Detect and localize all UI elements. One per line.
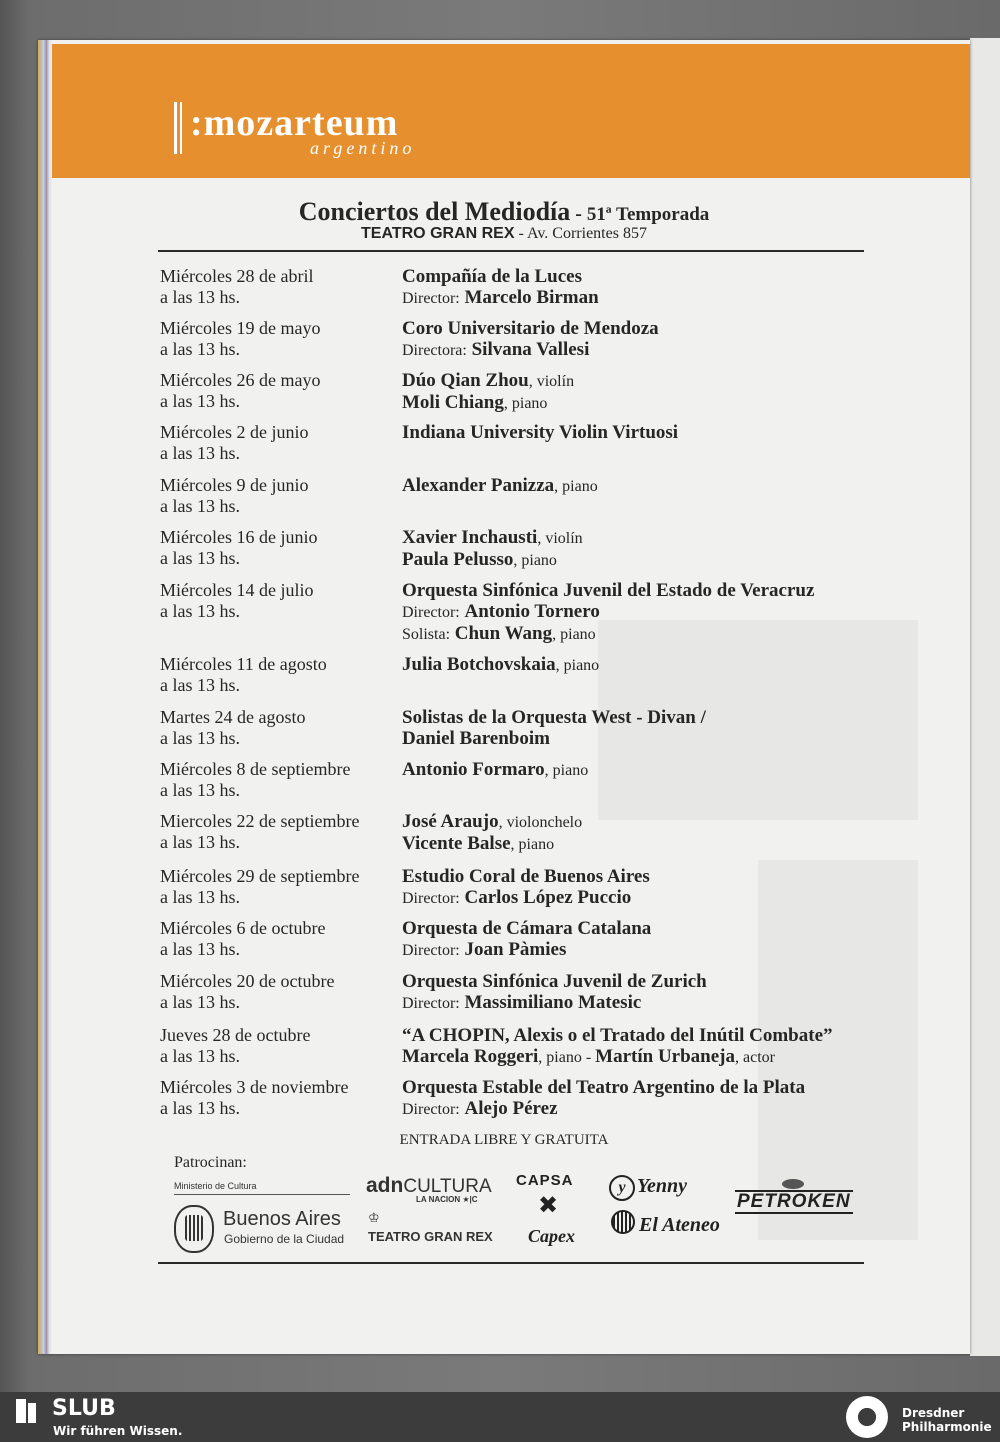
performer-instrument: , violín bbox=[528, 373, 575, 390]
event-date: Miércoles 16 de junio bbox=[160, 527, 318, 547]
performer-name: Daniel Barenboim bbox=[402, 728, 550, 749]
event-date-block bbox=[160, 971, 392, 1013]
teatro-gran-rex-logo: TEATRO GRAN REX bbox=[368, 1229, 493, 1244]
venue-line bbox=[38, 225, 970, 243]
performer-line bbox=[402, 339, 892, 361]
performer-line bbox=[402, 601, 892, 623]
performer-line bbox=[402, 811, 892, 833]
performer-instrument: , piano bbox=[552, 626, 596, 643]
performer-name: Carlos López Puccio bbox=[464, 887, 632, 908]
performer-line bbox=[402, 475, 892, 497]
performer-instrument: , piano bbox=[544, 762, 589, 779]
performer-line bbox=[402, 887, 892, 909]
performer-name: Paula Pelusso bbox=[402, 549, 514, 570]
capex-logo: Capex bbox=[528, 1226, 575, 1246]
venue-separator: - bbox=[514, 225, 527, 242]
event-date-block bbox=[160, 866, 392, 908]
event-date: Miércoles 19 de mayo bbox=[160, 318, 321, 338]
performer-name: Alejo Pérez bbox=[464, 1098, 558, 1119]
performer-line bbox=[402, 707, 892, 728]
performer-name: Xavier Inchausti bbox=[402, 527, 538, 548]
performer-name: Massimiliano Matesic bbox=[464, 992, 642, 1013]
address: Av. Corrientes 857 bbox=[526, 225, 647, 242]
event-performers bbox=[402, 318, 892, 361]
event-time: a las 13 hs. bbox=[160, 496, 240, 516]
performer-role: Director: bbox=[402, 995, 460, 1012]
yenny-logo bbox=[609, 1175, 687, 1201]
event-date-block bbox=[160, 318, 392, 360]
yenny-text: Yenny bbox=[637, 1175, 687, 1197]
slub-tagline: Wir führen Wissen. bbox=[53, 1424, 183, 1438]
adn-bold: adn bbox=[366, 1174, 404, 1197]
slub-logo-icon bbox=[16, 1399, 38, 1423]
event-time: a las 13 hs. bbox=[160, 675, 240, 695]
performer-line bbox=[402, 866, 892, 887]
performer-name: Marcela Roggeri bbox=[402, 1046, 539, 1067]
event-performers bbox=[402, 811, 892, 855]
performer-line bbox=[402, 623, 892, 645]
venue: TEATRO GRAN REX bbox=[361, 225, 515, 242]
event-performers bbox=[402, 527, 892, 571]
top-rule bbox=[158, 250, 864, 252]
event-date: Miércoles 2 de junio bbox=[160, 422, 309, 442]
petroken-logo: PETROKEN bbox=[737, 1191, 851, 1212]
performer-line bbox=[402, 580, 892, 601]
performer-line bbox=[402, 392, 892, 414]
performer-line bbox=[402, 918, 892, 939]
event-date: Miércoles 14 de julio bbox=[160, 580, 314, 600]
performer-role: Director: bbox=[402, 1101, 460, 1118]
event-time: a las 13 hs. bbox=[160, 391, 240, 411]
adn-rest: CULTURA bbox=[403, 1176, 492, 1197]
title-text: Conciertos del Mediodía bbox=[298, 197, 571, 226]
event-date: Miércoles 11 de agosto bbox=[160, 654, 327, 674]
event-time: a las 13 hs. bbox=[160, 601, 240, 621]
el-ateneo-logo bbox=[611, 1210, 720, 1237]
event-time: a las 13 hs. bbox=[160, 780, 240, 800]
slub-name: SLUB bbox=[52, 1396, 116, 1421]
performer-instrument: , piano bbox=[510, 836, 555, 853]
performer-name: Coro Universitario de Mendoza bbox=[402, 318, 659, 339]
ateneo-text: El Ateneo bbox=[639, 1214, 720, 1236]
performer-line bbox=[402, 266, 892, 287]
performer-name: Silvana Vallesi bbox=[471, 339, 590, 360]
performer-role: Director: bbox=[402, 890, 460, 907]
performer-role: Director: bbox=[402, 604, 460, 621]
event-time: a las 13 hs. bbox=[160, 992, 240, 1012]
event-date-block bbox=[160, 1025, 392, 1067]
event-time: a las 13 hs. bbox=[160, 443, 240, 463]
buenos-aires-emblem-icon bbox=[174, 1205, 214, 1253]
performer-name: Orquesta Sinfónica Juvenil de Zurich bbox=[402, 971, 707, 992]
event-date-block bbox=[160, 527, 392, 569]
event-date-block bbox=[160, 707, 392, 749]
event-time: a las 13 hs. bbox=[160, 287, 240, 307]
event-date: Jueves 28 de octubre bbox=[160, 1025, 311, 1045]
performer-line bbox=[402, 549, 892, 571]
performer-name: Vicente Balse bbox=[402, 833, 511, 854]
title-separator: - bbox=[570, 203, 587, 225]
performer-name: Joan Pàmies bbox=[464, 939, 567, 960]
event-date: Miércoles 8 de septiembre bbox=[160, 759, 351, 779]
crown-icon: ♔ bbox=[368, 1210, 380, 1225]
event-date: Miércoles 3 de noviembre bbox=[160, 1077, 349, 1097]
performer-name: Compañía de la Luces bbox=[402, 266, 582, 287]
performer-instrument: , piano bbox=[555, 657, 600, 674]
logo-subtitle: argentino bbox=[310, 138, 416, 158]
performer-line bbox=[402, 370, 892, 392]
performer-line bbox=[402, 759, 892, 781]
admission-note: ENTRADA LIBRE Y GRATUITA bbox=[399, 1132, 609, 1148]
ateneo-mark-icon bbox=[611, 1210, 635, 1234]
sponsors-label: Patrocinan: bbox=[174, 1154, 247, 1171]
dresdner-philharmonie-name bbox=[902, 1406, 992, 1434]
event-time: a las 13 hs. bbox=[160, 728, 240, 748]
bottom-rule bbox=[158, 1262, 864, 1264]
performer-name: Dúo Qian Zhou bbox=[402, 370, 529, 391]
event-date: Miércoles 20 de octubre bbox=[160, 971, 335, 991]
event-performers bbox=[402, 707, 892, 749]
performer-name: Solistas de la Orquesta West - Divan / bbox=[402, 707, 706, 728]
performer-role: Director: bbox=[402, 290, 460, 307]
performer-line bbox=[402, 527, 892, 549]
event-performers bbox=[402, 1077, 892, 1120]
performer-instrument: , piano bbox=[513, 552, 557, 569]
event-time: a las 13 hs. bbox=[160, 832, 240, 852]
performer-name: Chun Wang bbox=[454, 623, 553, 644]
ministry-label: Ministerio de Cultura bbox=[174, 1181, 257, 1191]
event-date-block bbox=[160, 1077, 392, 1119]
event-performers bbox=[402, 654, 892, 676]
event-date: Miércoles 26 de mayo bbox=[160, 370, 321, 390]
performer-name: Antonio Tornero bbox=[464, 601, 600, 622]
event-date-block bbox=[160, 918, 392, 960]
dresdner-philharmonie-logo-icon bbox=[846, 1396, 888, 1438]
performer-name: Julia Botchovskaia bbox=[402, 654, 556, 675]
event-time: a las 13 hs. bbox=[160, 939, 240, 959]
performer-name: Marcelo Birman bbox=[464, 287, 599, 308]
performer-line bbox=[402, 1077, 892, 1098]
logo-text: :mozarteum bbox=[190, 102, 399, 144]
event-date-block bbox=[160, 370, 392, 412]
performer-name: José Araujo bbox=[402, 811, 499, 832]
adjacent-page bbox=[970, 38, 1000, 1356]
event-date-block bbox=[160, 266, 392, 308]
performer-line bbox=[402, 1046, 892, 1068]
dp-line2: Philharmonie bbox=[902, 1420, 992, 1434]
performer-instrument: , actor bbox=[735, 1049, 775, 1066]
season: 51ª Temporada bbox=[586, 204, 710, 225]
performer-line bbox=[402, 728, 892, 749]
performer-line bbox=[402, 1025, 892, 1046]
performer-line bbox=[402, 971, 892, 992]
performer-name: Martín Urbaneja bbox=[595, 1046, 736, 1067]
performer-name: Moli Chiang bbox=[402, 392, 504, 413]
program-page bbox=[38, 40, 970, 1354]
capsa-mark-icon: ✖ bbox=[538, 1193, 559, 1219]
event-time: a las 13 hs. bbox=[160, 887, 240, 907]
performer-name: Antonio Formaro bbox=[402, 759, 545, 780]
capsa-logo: CAPSA bbox=[516, 1172, 574, 1189]
performer-line bbox=[402, 318, 892, 339]
performer-line bbox=[402, 939, 892, 961]
performer-line bbox=[402, 992, 892, 1014]
buenos-aires-name: Buenos Aires bbox=[223, 1208, 341, 1230]
performer-name: “A CHOPIN, Alexis o el Tratado del Inútil Combate” bbox=[402, 1025, 833, 1046]
event-date: Miércoles 6 de octubre bbox=[160, 918, 326, 938]
performer-name: Orquesta Sinfónica Juvenil del Estado de Veracruz bbox=[402, 580, 815, 601]
performer-name: Indiana University Violin Virtuosi bbox=[402, 422, 679, 443]
event-performers bbox=[402, 370, 892, 414]
program-title bbox=[38, 197, 970, 227]
event-date: Martes 24 de agosto bbox=[160, 707, 306, 727]
performer-instrument: , piano bbox=[503, 395, 548, 412]
performer-instrument: , violín bbox=[537, 530, 583, 547]
performer-name: Orquesta de Cámara Catalana bbox=[402, 918, 652, 939]
performer-role: Solista: bbox=[402, 626, 451, 643]
performer-name: Estudio Coral de Buenos Aires bbox=[402, 866, 650, 887]
la-nacion-text: LA NACION ★|C bbox=[416, 1195, 478, 1204]
petroken-mark-icon bbox=[782, 1179, 804, 1189]
event-performers bbox=[402, 266, 892, 309]
performer-instrument: , piano - bbox=[538, 1049, 596, 1066]
yenny-mark-icon: y bbox=[609, 1175, 635, 1201]
event-performers bbox=[402, 580, 892, 645]
event-time: a las 13 hs. bbox=[160, 1046, 240, 1066]
event-date: Miercoles 22 de septiembre bbox=[160, 811, 360, 831]
event-performers bbox=[402, 1025, 892, 1068]
event-date-block bbox=[160, 422, 392, 464]
event-date-block bbox=[160, 580, 392, 622]
event-date-block bbox=[160, 475, 392, 517]
performer-instrument: , piano bbox=[554, 478, 598, 495]
dp-line1: Dresdner bbox=[902, 1406, 965, 1420]
performer-role: Director: bbox=[402, 942, 460, 959]
performer-name: Alexander Panizza bbox=[402, 475, 555, 496]
performer-line bbox=[402, 422, 892, 443]
event-date-block bbox=[160, 811, 392, 853]
event-performers bbox=[402, 422, 892, 443]
performer-line bbox=[402, 1098, 892, 1120]
performer-line bbox=[402, 287, 892, 309]
event-date: Miércoles 28 de abril bbox=[160, 266, 314, 286]
event-date: Miércoles 29 de septiembre bbox=[160, 866, 360, 886]
performer-line bbox=[402, 654, 892, 676]
performer-line bbox=[402, 833, 892, 855]
event-performers bbox=[402, 918, 892, 961]
event-date: Miércoles 9 de junio bbox=[160, 475, 309, 495]
event-performers bbox=[402, 759, 892, 781]
event-time: a las 13 hs. bbox=[160, 1098, 240, 1118]
buenos-aires-gov: Gobierno de la Ciudad bbox=[224, 1232, 345, 1246]
event-date-block bbox=[160, 654, 392, 696]
event-performers bbox=[402, 971, 892, 1014]
event-time: a las 13 hs. bbox=[160, 548, 240, 568]
ministry-rule bbox=[174, 1194, 350, 1195]
performer-role: Directora: bbox=[402, 342, 467, 359]
event-date-block bbox=[160, 759, 392, 801]
performer-instrument: , violonchelo bbox=[498, 814, 583, 831]
performer-name: Orquesta Estable del Teatro Argentino de la Plata bbox=[402, 1077, 806, 1098]
event-performers bbox=[402, 475, 892, 497]
event-performers bbox=[402, 866, 892, 909]
event-time: a las 13 hs. bbox=[160, 339, 240, 359]
